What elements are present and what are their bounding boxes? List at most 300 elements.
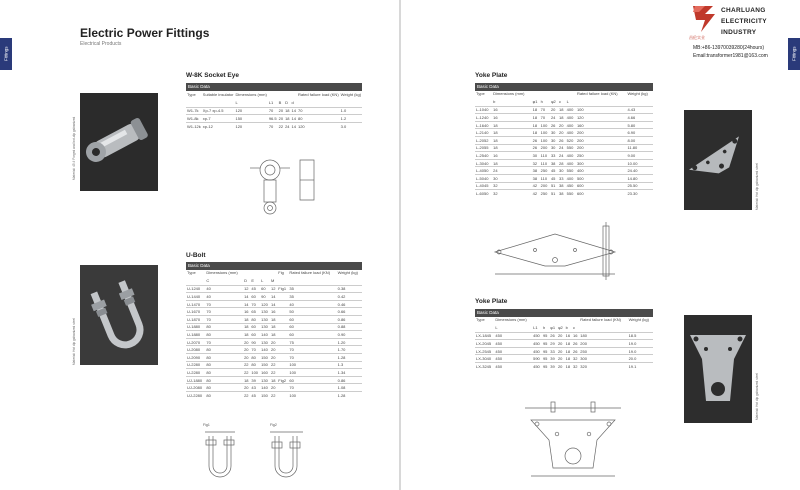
table-cell: 200 xyxy=(580,341,587,347)
yoke1-drawing xyxy=(485,222,635,287)
table-subheader-cell xyxy=(186,100,202,108)
table-subheader-cell xyxy=(277,278,288,286)
table-row xyxy=(475,137,653,145)
table-cell: 110 xyxy=(540,175,548,181)
table-cell: 140 xyxy=(261,332,268,338)
table-cell: 100 xyxy=(540,137,548,143)
table-cell: 20 xyxy=(557,333,563,339)
table-subheader-cell: L xyxy=(261,277,264,283)
table-cell: 32 xyxy=(572,364,578,370)
yoke-plate-icon xyxy=(684,110,752,210)
table-header-cell xyxy=(566,91,576,99)
table-cell: 200 xyxy=(540,145,548,151)
table-cell: L-1240 xyxy=(476,115,489,121)
table-cell: 18 xyxy=(493,137,498,143)
table-subheader-cell xyxy=(576,99,627,107)
table-cell: 20 xyxy=(244,385,249,391)
table-cell: 18 xyxy=(532,107,538,113)
socket-eye-icon xyxy=(80,93,158,191)
table-row xyxy=(186,293,362,301)
table-cell: 70 xyxy=(206,339,211,345)
yoke-plate-2-photo xyxy=(684,315,752,423)
table-cell: UJ-2280 xyxy=(187,393,203,399)
table-header-cell: Dimensions (mm) xyxy=(235,92,267,97)
table-cell: 4.66 xyxy=(627,115,636,121)
table-subheader-cell: L xyxy=(566,98,569,104)
table-cell: U-2080 xyxy=(187,347,201,353)
table-cell: 16 xyxy=(493,153,498,159)
table-cell: 20 xyxy=(244,347,249,353)
table-cell: 35 xyxy=(289,294,294,300)
ubolt-drawing-icon xyxy=(195,420,325,488)
table-row xyxy=(475,129,653,137)
table-cell: 120 xyxy=(297,123,305,129)
table-cell: Xp-7 xp-4.5 xyxy=(202,108,224,114)
table-cell: L-4045 xyxy=(476,183,489,189)
table-cell: 150 xyxy=(261,354,268,360)
table-cell: 30 xyxy=(550,137,556,143)
table-cell: 0.90 xyxy=(337,332,346,338)
table-cell: 24 xyxy=(285,123,290,129)
yoke2-drawing xyxy=(521,398,631,490)
table-cell: 450 xyxy=(533,348,540,354)
table-cell: 550 xyxy=(566,145,574,151)
table-cell: 18 xyxy=(493,130,498,136)
table-cell: 22 xyxy=(270,393,276,399)
table-cell: 23.30 xyxy=(627,191,638,197)
table-cell: 500 xyxy=(576,175,584,181)
socket-eye-drawing xyxy=(240,150,330,225)
table-cell: 16 xyxy=(493,107,498,113)
table-cell: 24 xyxy=(559,145,564,151)
table-cell: 70 xyxy=(251,301,256,307)
table-cell: 250 xyxy=(580,348,587,354)
table-row xyxy=(475,332,653,340)
table-cell: W1-8k xyxy=(187,116,199,122)
brand-line-2: ELECTRICITY xyxy=(721,18,767,25)
table-cell: 550 xyxy=(566,168,574,174)
table-header-cell xyxy=(558,91,566,99)
table-cell: 9.00 xyxy=(627,153,636,159)
table-subheader-cell xyxy=(288,278,336,286)
table-cell: 95 xyxy=(542,356,548,362)
table-subheader-cell: C xyxy=(206,277,210,283)
table-cell: 18 xyxy=(565,348,571,354)
table-header-cell: Dimensions (mm) xyxy=(493,91,525,96)
table-subheader-cell xyxy=(626,99,653,107)
table-subheader-cell: L1 xyxy=(533,324,538,330)
table-cell: 20 xyxy=(278,108,284,114)
table-cell: 60 xyxy=(251,294,256,300)
table-cell: 70 xyxy=(206,316,211,322)
table-subheader-cell xyxy=(340,100,362,108)
table-cell: 18 xyxy=(270,324,276,330)
table-cell: 20 xyxy=(270,339,276,345)
table-cell: LX-3245 xyxy=(476,364,492,370)
table-subheader-cell: φ2 xyxy=(550,98,556,104)
table-cell: U-1880 xyxy=(187,324,201,330)
table-cell: 200 xyxy=(576,137,584,143)
table-cell xyxy=(277,354,288,362)
contact-email: Email:transformer1981@163.com xyxy=(693,53,768,59)
table-cell: 26 xyxy=(559,137,564,143)
table-cell: 22 xyxy=(270,370,276,376)
table-cell: 14 xyxy=(270,294,276,300)
table-cell: 11.80 xyxy=(627,145,638,151)
table-subheader-cell xyxy=(297,100,340,108)
yoke1-table xyxy=(475,91,653,197)
table-header-cell xyxy=(532,317,542,325)
table-cell: 20 xyxy=(550,107,556,113)
table-cell: 75 xyxy=(289,339,294,345)
table-cell: 1.28 xyxy=(337,354,346,360)
table-cell: 25.50 xyxy=(627,183,638,189)
table-row xyxy=(186,115,362,123)
table-cell: 450 xyxy=(566,183,574,189)
table-subheader-cell: D xyxy=(285,99,288,105)
table-cell: 1.3 xyxy=(337,362,344,368)
table-header-cell: Dimensions (mm) xyxy=(206,270,238,275)
table-cell xyxy=(277,369,288,377)
table-cell: 20 xyxy=(557,341,563,347)
table-cell: 16 xyxy=(270,309,276,315)
table-cell: 20 xyxy=(557,364,563,370)
table-cell: 60 xyxy=(289,332,294,338)
table-cell: 60 xyxy=(289,377,294,383)
table-cell: 1.34 xyxy=(337,370,346,376)
table-cell: LX-1845 xyxy=(476,333,492,339)
table-cell: 20 xyxy=(557,348,563,354)
table-cell: 0.42 xyxy=(337,294,346,300)
table-cell: 250 xyxy=(540,168,548,174)
table-cell: 18 xyxy=(559,115,564,121)
table-subheader-cell: φ2 xyxy=(557,324,563,330)
table-cell: 100 xyxy=(251,370,259,376)
table-cell: L-2052 xyxy=(476,137,489,143)
table-cell: 30 xyxy=(493,175,498,181)
table-subheader-cell: L xyxy=(235,99,238,105)
table-cell: 19.0 xyxy=(628,341,637,347)
table-cell: 0.46 xyxy=(337,301,346,307)
table-cell: 70 xyxy=(289,347,294,353)
table-cell: 33 xyxy=(550,348,555,354)
yoke1-caption: Material: Hot dip galvanized steel xyxy=(755,163,759,210)
table-cell: 18 xyxy=(493,160,498,166)
u-bolt-caption: Material: Hot dip galvanized steel xyxy=(72,318,76,365)
left-page xyxy=(0,0,399,490)
table-cell: 0.86 xyxy=(337,377,346,383)
yoke-plate-2-icon xyxy=(684,315,752,423)
table-cell: 200 xyxy=(576,145,584,151)
yoke2-drawing-icon xyxy=(521,398,631,486)
table-subheader-cell xyxy=(202,100,235,108)
table-header-cell: Type xyxy=(187,92,196,97)
table-row xyxy=(475,144,653,152)
table-row xyxy=(186,376,362,384)
table-header-cell xyxy=(250,270,260,278)
table-cell: W1-7k xyxy=(187,108,199,114)
table-cell: L-5040 xyxy=(476,175,489,181)
table-cell: 26 xyxy=(550,333,555,339)
yoke2-section-title: Yoke Plate xyxy=(475,298,508,305)
table-cell: 100 xyxy=(576,107,584,113)
table-cell: 60 xyxy=(289,324,294,330)
table-cell xyxy=(277,361,288,369)
u-bolt-icon xyxy=(80,265,158,365)
table-cell: 38 xyxy=(559,183,564,189)
table-cell: 20.0 xyxy=(628,356,637,362)
table-cell: 18 xyxy=(532,130,538,136)
table-subheader-cell xyxy=(475,325,494,333)
table-header-cell: Weight (kg) xyxy=(627,91,648,96)
table-cell: 1.0 xyxy=(340,108,347,114)
table-cell: 130 xyxy=(261,309,268,315)
table-cell: 80 xyxy=(206,362,211,368)
table-cell: 600 xyxy=(576,183,584,189)
table-header-cell xyxy=(557,317,565,325)
table-row xyxy=(475,152,653,160)
table-cell: 110 xyxy=(540,160,548,166)
table-cell: 20 xyxy=(557,356,563,362)
table-cell: 120 xyxy=(576,115,584,121)
table-cell: LX-3040 xyxy=(476,356,492,362)
table-cell: 20 xyxy=(559,122,564,128)
table-cell: 80 xyxy=(251,316,256,322)
table-cell: 18 xyxy=(244,324,249,330)
brand-chinese: 昌伦实业 xyxy=(689,35,705,40)
table-cell: 18 xyxy=(244,332,249,338)
page-title: Electric Power Fittings xyxy=(80,26,210,40)
u-bolt-photo xyxy=(80,265,158,365)
table-cell: 45 xyxy=(550,175,556,181)
table-cell: 45 xyxy=(251,286,256,292)
table-cell: 12 xyxy=(244,286,249,292)
table-cell xyxy=(277,346,288,354)
brand-name xyxy=(721,5,767,38)
table-cell: 20 xyxy=(270,385,276,391)
table-cell: 18.5 xyxy=(628,333,637,339)
table-cell: 14.80 xyxy=(627,175,638,181)
table-cell: 51 xyxy=(550,191,556,197)
table-cell: 26 xyxy=(550,122,556,128)
yoke-plate-photo xyxy=(684,110,752,210)
table-cell: 16 xyxy=(565,333,571,339)
table-subheader-cell: φ1 xyxy=(532,98,538,104)
table-cell: 22 xyxy=(244,370,249,376)
table-cell: 95 xyxy=(542,348,548,354)
table-cell: 24 xyxy=(550,115,556,121)
table-row xyxy=(186,323,362,331)
table-row xyxy=(186,300,362,308)
table-header-cell xyxy=(572,317,579,325)
table-cell: 28 xyxy=(559,160,564,166)
table-cell: 24 xyxy=(493,168,498,174)
table-subheader-cell xyxy=(628,325,653,333)
table-cell: U-2280 xyxy=(187,362,201,368)
table-cell: L-2540 xyxy=(476,153,489,159)
table-cell xyxy=(277,300,288,308)
table-subheader-cell: b xyxy=(565,324,568,330)
table-cell: 24 xyxy=(559,153,564,159)
table-cell: 1.70 xyxy=(337,347,346,353)
table-cell: 320 xyxy=(580,364,587,370)
table-cell: 6.90 xyxy=(627,130,636,136)
table-cell: 80 xyxy=(206,370,211,376)
table-header-cell xyxy=(542,317,549,325)
table-row xyxy=(475,190,653,198)
table-cell: 100 xyxy=(540,122,548,128)
table-cell: 32 xyxy=(493,183,498,189)
table-cell xyxy=(277,331,288,339)
fittings-tab: Fittings xyxy=(0,38,12,70)
table-cell: 26 xyxy=(532,137,538,143)
table-cell: 80 xyxy=(206,332,211,338)
table-row xyxy=(186,346,362,354)
table-cell: 400 xyxy=(566,115,574,121)
table-cell: 50 xyxy=(289,309,294,315)
table-cell: 400 xyxy=(566,130,574,136)
table-cell: 100 xyxy=(540,130,548,136)
table-subheader-cell: d xyxy=(291,99,294,105)
table-cell: 140 xyxy=(261,385,268,391)
table-cell: 14 xyxy=(291,108,296,114)
table-cell: 30 xyxy=(532,153,538,159)
table-cell: 450 xyxy=(495,341,503,347)
table-cell: 70 xyxy=(289,385,294,391)
table-header-cell: Rated failure load (KN) xyxy=(576,91,618,96)
table-cell xyxy=(277,308,288,316)
table-cell: 130 xyxy=(261,324,268,330)
table-cell: 16 xyxy=(244,309,249,315)
table-cell xyxy=(277,338,288,346)
table-row xyxy=(475,114,653,122)
socket-eye-drawing-icon xyxy=(240,150,330,220)
table-cell: 19.0 xyxy=(628,348,637,354)
table-cell: 80 xyxy=(206,385,211,391)
table-cell: 39 xyxy=(251,377,256,383)
table-cell: 590 xyxy=(533,356,540,362)
table-cell: 39 xyxy=(550,356,555,362)
table-cell: 16 xyxy=(493,115,498,121)
table-cell: 60 xyxy=(251,324,256,330)
table-cell: 30 xyxy=(559,168,564,174)
table-header-cell xyxy=(549,317,557,325)
table-cell: 20 xyxy=(270,354,276,360)
yoke1-basic-data-bar: Basic Data xyxy=(475,83,653,91)
table-cell: 400 xyxy=(566,107,574,113)
table-row xyxy=(475,121,653,129)
table-cell: 10.00 xyxy=(627,160,638,166)
table-cell: 400 xyxy=(566,175,574,181)
table-subheader-cell: c xyxy=(572,324,575,330)
table-cell: 520 xyxy=(566,137,574,143)
table-cell: 450 xyxy=(495,356,503,362)
table-cell: 70 xyxy=(206,309,211,315)
table-cell: 150 xyxy=(261,393,268,399)
table-cell: 18 xyxy=(244,377,249,383)
table-header-cell: Weight (kg) xyxy=(340,92,362,97)
table-cell: 600 xyxy=(576,191,584,197)
table-cell: U-1870 xyxy=(187,316,201,322)
table-cell: 5.80 xyxy=(627,122,636,128)
table-cell: 300 xyxy=(580,356,587,362)
table-cell: 1.28 xyxy=(337,393,346,399)
table-cell: 70 xyxy=(251,347,256,353)
w8k-basic-data-bar: Basic Data xyxy=(186,83,362,91)
table-row xyxy=(186,316,362,324)
table-cell: xp-12 xyxy=(202,123,213,129)
table-cell: 250 xyxy=(540,191,548,197)
table-cell: 70 xyxy=(540,115,546,121)
table-cell: 18 xyxy=(565,341,571,347)
table-row xyxy=(475,355,653,363)
ubolt-section-title: U-Bolt xyxy=(186,252,206,259)
table-cell: 80 xyxy=(206,324,211,330)
table-cell: 130 xyxy=(261,339,268,345)
table-cell: 100 xyxy=(289,370,297,376)
table-cell: 200 xyxy=(540,183,548,189)
table-cell: 18 xyxy=(285,116,290,122)
table-cell: L-6050 xyxy=(476,191,489,197)
table-cell: 0.88 xyxy=(337,324,346,330)
table-cell: 110 xyxy=(540,153,548,159)
table-cell: 30 xyxy=(550,130,556,136)
table-cell: 95 xyxy=(542,333,548,339)
table-cell: 80 xyxy=(206,347,211,353)
table-cell: 450 xyxy=(495,348,503,354)
table-row xyxy=(186,338,362,346)
yoke2-basic-data-bar: Basic Data xyxy=(475,309,653,317)
table-cell: 51 xyxy=(550,183,556,189)
table-subheader-cell: b xyxy=(493,98,496,104)
table-subheader-cell: M xyxy=(270,277,275,283)
table-header-cell: Type xyxy=(476,317,485,322)
table-cell: 80 xyxy=(251,354,256,360)
table-header-cell: Rated failure load (KN) xyxy=(289,270,331,275)
table-cell: 18 xyxy=(493,145,498,151)
table-cell: 0.66 xyxy=(337,309,346,315)
table-cell: 22 xyxy=(278,123,284,129)
table-subheader-cell: h xyxy=(542,324,546,330)
table-cell: 38 xyxy=(532,168,538,174)
brand-line-1: CHARLUANG xyxy=(721,7,766,14)
table-header-cell: Rated failure load (KN) xyxy=(297,92,339,97)
table-cell: 18 xyxy=(559,107,564,113)
table-row xyxy=(475,182,653,190)
table-cell: 22 xyxy=(244,362,249,368)
table-header-cell xyxy=(550,91,558,99)
table-cell: L-1640 xyxy=(476,122,489,128)
table-cell: 180 xyxy=(580,333,587,339)
contact-phone: MB:+86-13970039280(24hours) xyxy=(693,45,765,51)
table-header-cell xyxy=(532,91,540,99)
yoke1-drawing-icon xyxy=(485,222,635,282)
table-cell: 19.1 xyxy=(628,364,637,370)
table-cell: 0.38 xyxy=(337,286,346,292)
table-cell: 80 xyxy=(206,377,211,383)
table-cell: L-2140 xyxy=(476,130,489,136)
table-cell: 43 xyxy=(251,385,256,391)
table-row xyxy=(475,106,653,114)
table-cell xyxy=(277,392,288,400)
table-cell: U-2070 xyxy=(187,339,201,345)
table-header-cell xyxy=(268,92,278,100)
table-row xyxy=(475,340,653,348)
table-cell: 42 xyxy=(532,183,538,189)
table-cell: 60 xyxy=(261,286,266,292)
table-cell: 32 xyxy=(493,191,498,197)
table-cell: 200 xyxy=(576,130,584,136)
